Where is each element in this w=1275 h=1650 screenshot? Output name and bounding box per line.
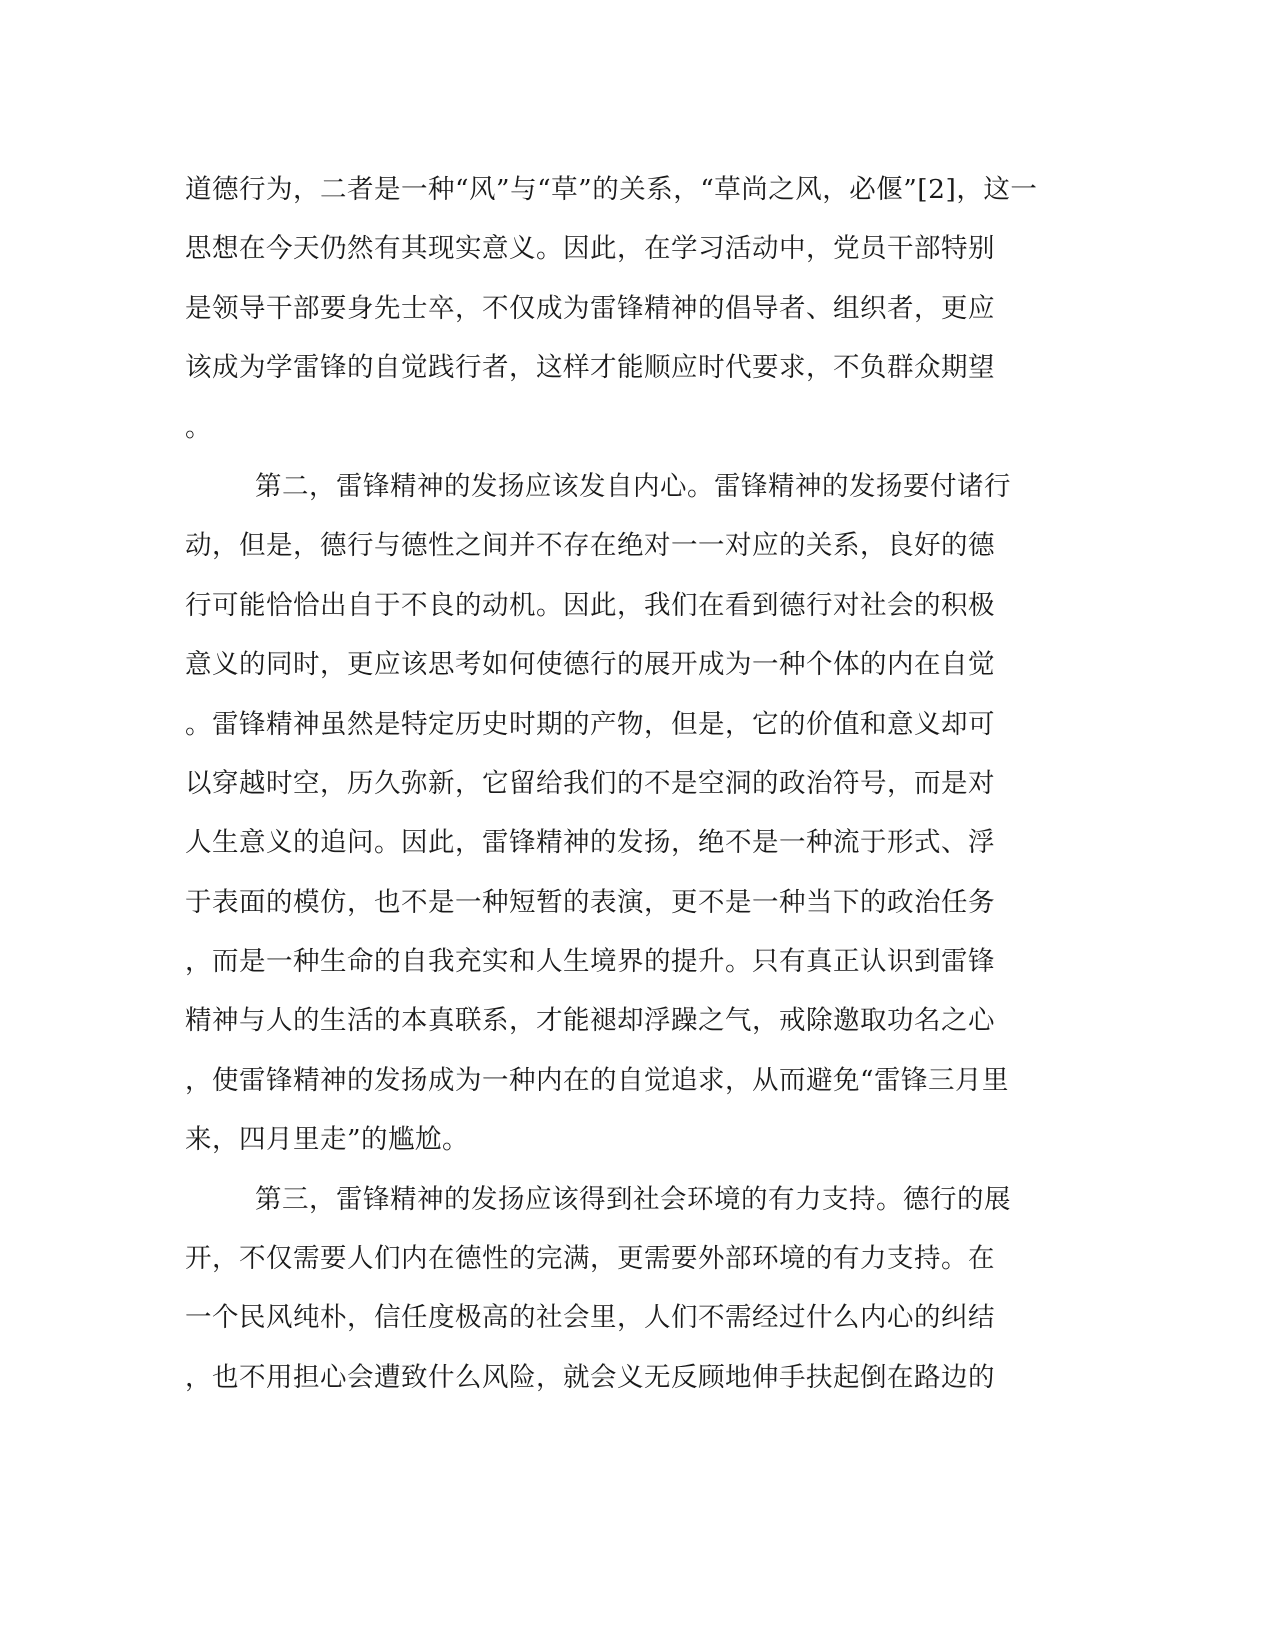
text-line: 于表面的模仿，也不是一种短暂的表演，更不是一种当下的政治任务 — [185, 886, 995, 918]
text-line: 一个民风纯朴，信任度极高的社会里，人们不需经过什么内心的纠结 — [185, 1302, 995, 1334]
text-line: 以穿越时空，历久弥新，它留给我们的不是空洞的政治符号，而是对 — [185, 767, 995, 799]
body-text — [185, 160, 1065, 1407]
text-line: ，使雷锋精神的发扬成为一种内在的自觉追求，从而避免“雷锋三月里 — [185, 1064, 1010, 1096]
text-line: 。 — [185, 411, 212, 443]
text-line: ，也不用担心会遭致什么风险，就会义无反顾地伸手扶起倒在路边的 — [185, 1361, 995, 1393]
text-line: 是领导干部要身先士卒，不仅成为雷锋精神的倡导者、组织者，更应 — [185, 292, 995, 324]
text-line: 思想在今天仍然有其现实意义。因此，在学习活动中，党员干部特别 — [185, 233, 995, 265]
text-line: 动，但是，德行与德性之间并不存在绝对一一对应的关系，良好的德 — [185, 530, 995, 562]
text-line: 该成为学雷锋的自觉践行者，这样才能顺应时代要求，不负群众期望 — [185, 352, 995, 384]
text-line: 。雷锋精神虽然是特定历史时期的产物，但是，它的价值和意义却可 — [185, 708, 995, 740]
text-line: 开，不仅需要人们内在德性的完满，更需要外部环境的有力支持。在 — [185, 1243, 995, 1275]
paragraph-start-line: 第二，雷锋精神的发扬应该发自内心。雷锋精神的发扬要付诸行 — [255, 470, 1011, 502]
text-line: 人生意义的追问。因此，雷锋精神的发扬，绝不是一种流于形式、浮 — [185, 827, 995, 859]
text-line: 道德行为，二者是一种“风”与“草”的关系，“草尚之风，必偃”[2]，这一 — [185, 174, 1038, 205]
text-line: 行可能恰恰出自于不良的动机。因此，我们在看到德行对社会的积极 — [185, 589, 995, 621]
paragraph-start-line: 第三，雷锋精神的发扬应该得到社会环境的有力支持。德行的展 — [255, 1183, 1011, 1215]
text-line: 意义的同时，更应该思考如何使德行的展开成为一种个体的内在自觉 — [185, 649, 995, 681]
text-line: ，而是一种生命的自我充实和人生境界的提升。只有真正认识到雷锋 — [185, 946, 995, 978]
text-line: 精神与人的生活的本真联系，才能褪却浮躁之气，戒除邀取功名之心 — [185, 1005, 995, 1037]
text-line: 来，四月里走”的尴尬。 — [185, 1124, 470, 1156]
